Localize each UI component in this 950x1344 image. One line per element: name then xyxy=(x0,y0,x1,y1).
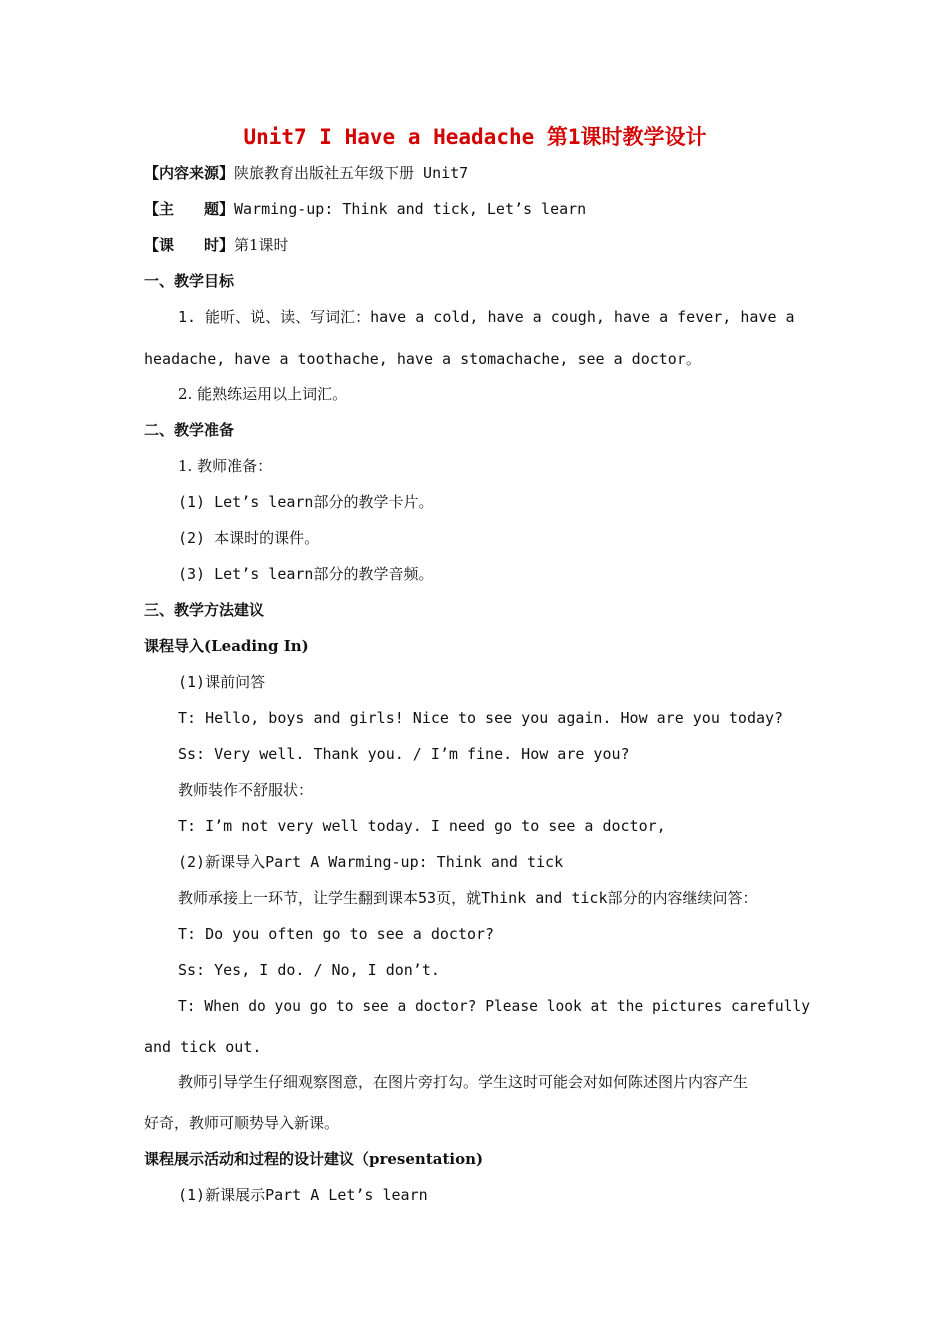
guide-paragraph-line-2: 好奇，教师可顺势导入新课。 xyxy=(144,1114,340,1132)
lead-line: T: Do you often go to see a doctor? xyxy=(178,925,495,943)
when-question-line-1: T: When do you go to see a doctor? Please look at the pictures carefully xyxy=(178,997,811,1015)
lead-line: T: Hello, boys and girls! Nice to see you again. How are you today? xyxy=(178,709,784,727)
preparation-sub-2: (2) 本课时的课件。 xyxy=(178,529,320,547)
objective-item-1-line-2: headache, have a toothache, have a stomachache, see a doctor。 xyxy=(144,350,701,368)
objective-item-2: 2. 能熟练运用以上词汇。 xyxy=(178,385,348,403)
preparation-sub-3: (3) Let’s learn部分的教学音频。 xyxy=(178,565,434,583)
lead-line: Ss: Yes, I do. / No, I don’t. xyxy=(178,961,440,979)
preparation-item-1: 1. 教师准备： xyxy=(178,457,273,475)
meta-topic-value: Warming-up: Think and tick, Let’s learn xyxy=(234,200,587,218)
presentation-heading: 课程展示活动和过程的设计建议（presentation) xyxy=(144,1150,484,1168)
lead-line: (1)课前问答 xyxy=(178,673,266,691)
meta-source-label: 【内容来源】 xyxy=(144,164,235,182)
meta-period-value: 第1课时 xyxy=(234,236,289,254)
lead-line: (2)新课导入Part A Warming-up: Think and tick xyxy=(178,853,564,871)
meta-period-label: 【课 时】 xyxy=(144,236,235,254)
lead-line: Ss: Very well. Thank you. / I’m fine. How are you? xyxy=(178,745,630,763)
meta-source-value: 陕旅教育出版社五年级下册 Unit7 xyxy=(234,164,469,182)
document-title: Unit7 I Have a Headache 第1课时教学设计 xyxy=(243,125,707,149)
meta-source xyxy=(144,163,468,183)
preparation-sub-1: (1) Let’s learn部分的教学卡片。 xyxy=(178,493,434,511)
meta-period xyxy=(144,235,289,255)
when-question-line-2: and tick out. xyxy=(144,1038,262,1056)
presentation-item-1: (1)新课展示Part A Let’s learn xyxy=(178,1186,428,1204)
meta-topic xyxy=(144,199,586,219)
leading-in-heading: 课程导入(Leading In) xyxy=(144,637,309,655)
lead-line: 教师承接上一环节，让学生翻到课本53页，就Think and tick部分的内容继续问答： xyxy=(178,889,758,907)
section-heading-methods: 三、教学方法建议 xyxy=(144,601,265,619)
lead-line: T: I’m not very well today. I need go to see a doctor, xyxy=(178,817,666,835)
section-heading-preparation: 二、教学准备 xyxy=(144,421,235,439)
section-heading-objectives: 一、教学目标 xyxy=(144,272,235,290)
objective-item-1-line-1: 1. 能听、说、读、写词汇：have a cold, have a cough, have a fever, have a xyxy=(178,308,795,326)
lead-line: 教师装作不舒服状： xyxy=(178,781,314,799)
guide-paragraph-line-1: 教师引导学生仔细观察图意，在图片旁打勾。学生这时可能会对如何陈述图片内容产生 xyxy=(178,1073,749,1091)
meta-topic-label: 【主 题】 xyxy=(144,200,235,218)
